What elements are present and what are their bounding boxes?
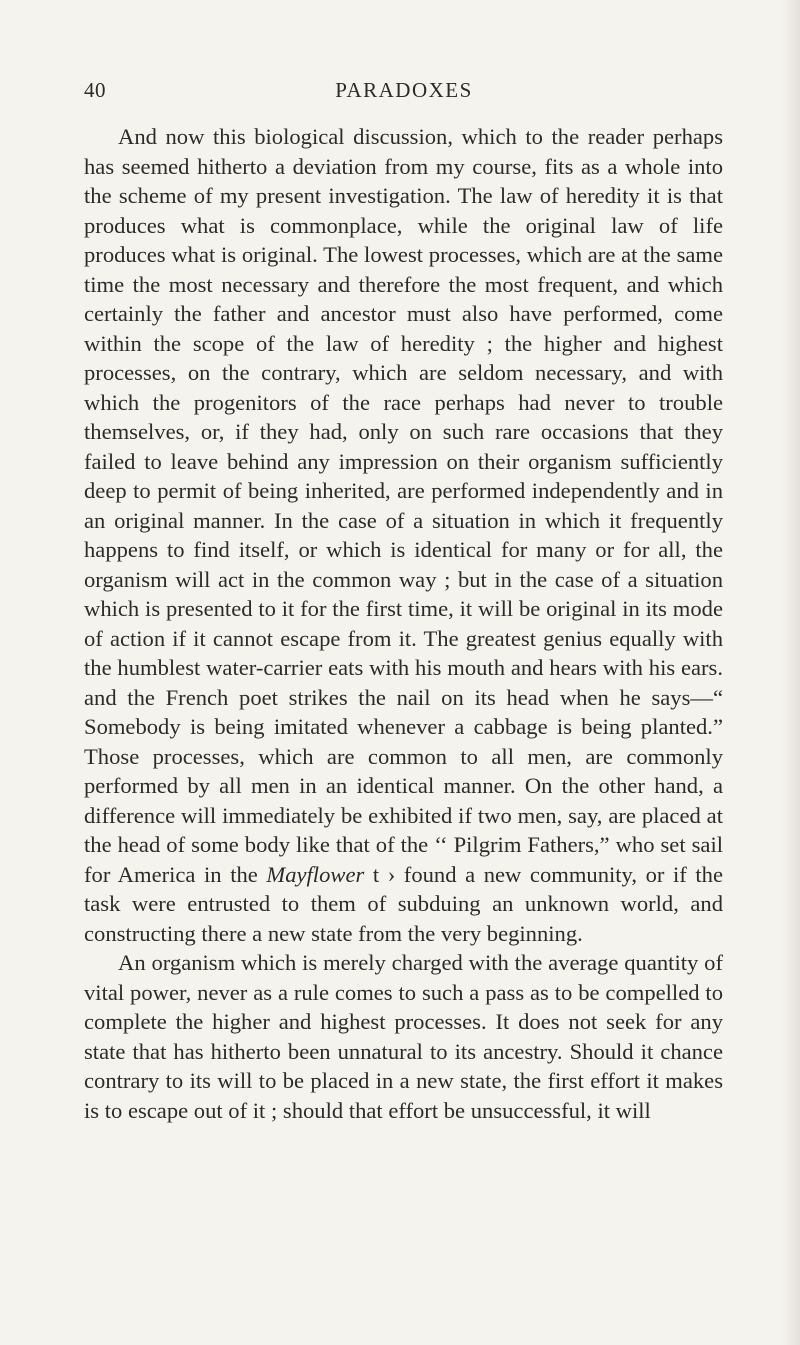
body-text [84, 122, 723, 1125]
page-number: 40 [84, 78, 106, 102]
page-edge-shadow [782, 0, 800, 1345]
ship-name-italic: Mayflower [266, 861, 365, 887]
page-header [84, 78, 724, 110]
paragraph-2: An organism which is merely charged with the average quantity of vital power, never as a rule comes to such a pass as to be compelled to complete the higher and highest processes. It does not seek for any state that has hitherto been unnatural to its ancestry. Should it chance contrary to its will to be placed in a new state, the first effort it makes is to escape out of it ; should that effort be unsuccessful, it will [84, 950, 723, 1123]
running-head: PARADOXES [335, 78, 473, 102]
paragraph-1-text: And now this biological discussion, which to the reader perhaps has seemed hitherto a deviation from my course, fits as a whole into the scheme of my present investigation. The law of heredity it is that produces what is commonplace, while the original law of life produces what is original. The lowest processes, which are at the same time the most necessary and therefore the most frequent, and which certainly the father and ancestor must also have performed, come within the scope of the law of heredity ; the higher and highest processes, on the contrary, which are seldom necessary, and with which the progenitors of the race perhaps had never to trouble themselves, or, if they had, only on such rare occasions that they failed to leave behind any impression on their organism sufficiently deep to permit of being inherited, are performed independently and in an original manner. In the case of a situation in which it frequently happens to find itself, or which is identical for many or for all, the organism will act in the common way ; but in the case of a situation which is presented to it for the first time, it will be original in its mode of action if it cannot escape from it. The greatest genius equally with the humblest water-carrier eats with his mouth and hears with his ears. and the French poet strikes the nail on its head when he says—“ Somebody is being imitated whenever a cabbage is being planted.” Those processes, which are common to all men, are commonly performed by all men in an identical manner. On the other hand, a difference will immediately be exhibited if two men, say, are placed at the head of some body like that of the ‘‘ Pilgrim Fathers,” who set sail for America in the [84, 124, 723, 887]
paragraph-1 [84, 122, 723, 948]
paragraph-1-text-continued: t › found a new community, or if the task were entrusted to them of subduing an unknown world, and constructing there a new state from the very beginning. [84, 861, 723, 946]
